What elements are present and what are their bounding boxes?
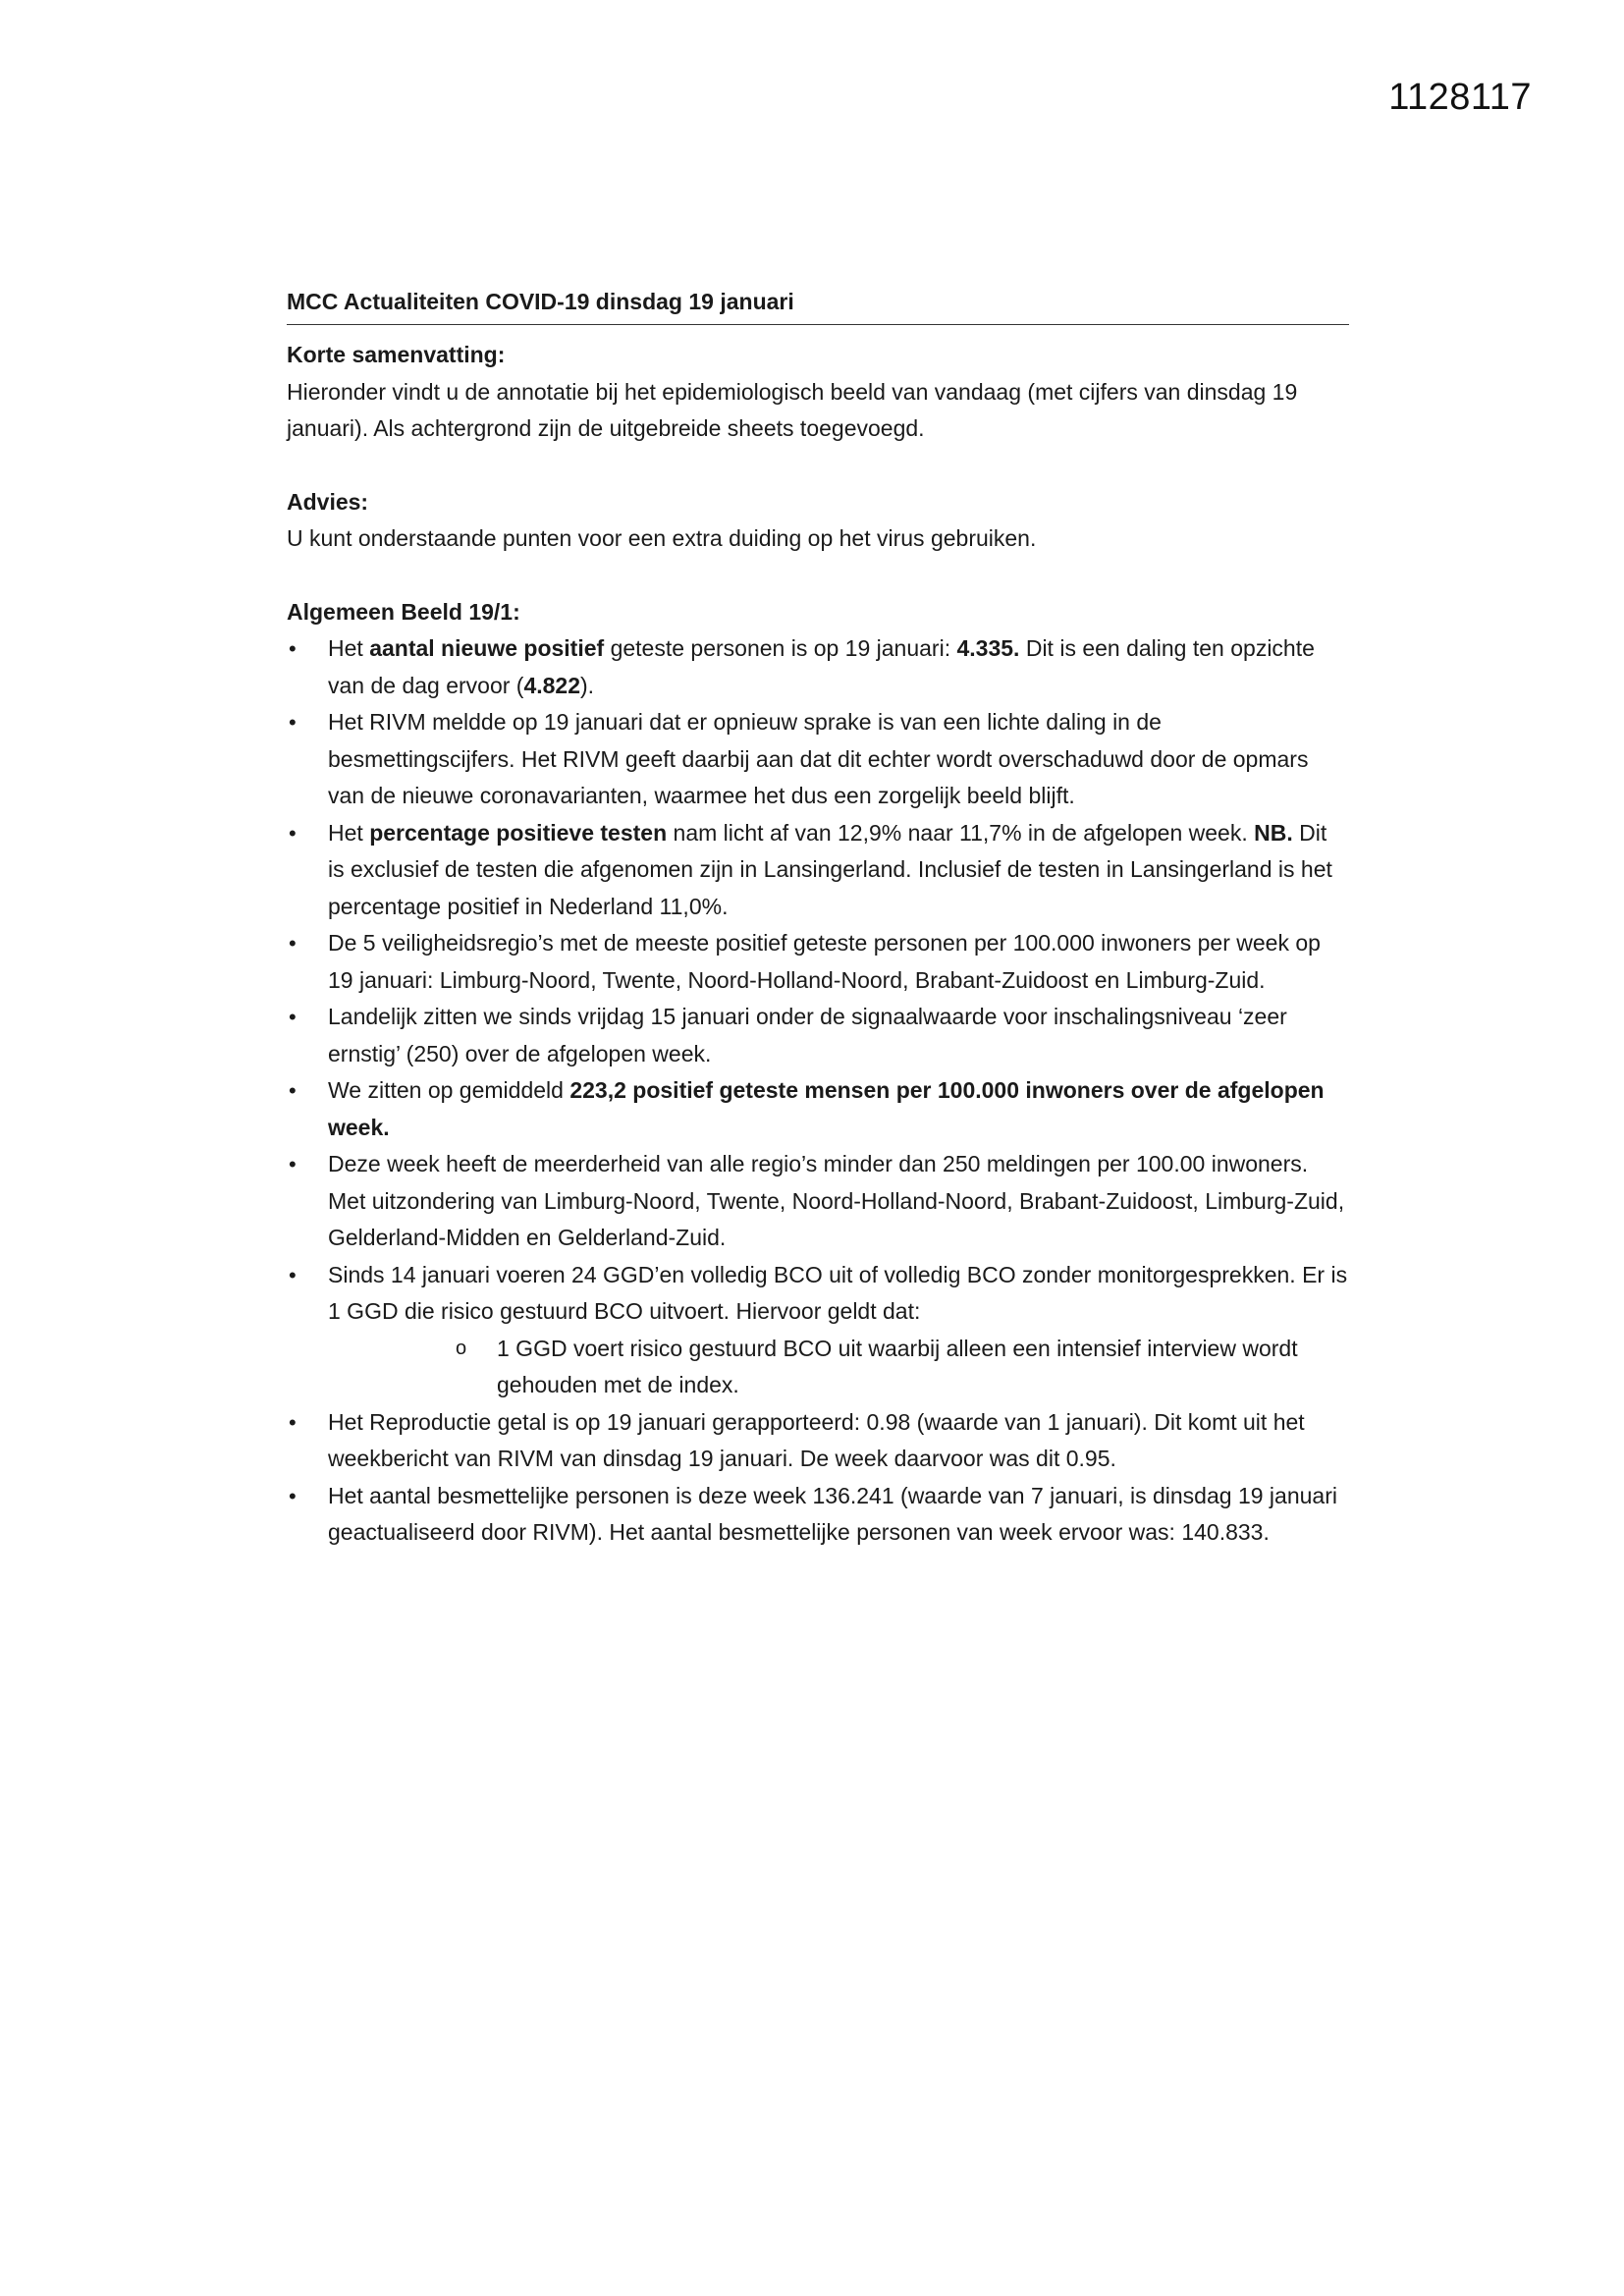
document-title: MCC Actualiteiten COVID-19 dinsdag 19 januari <box>287 285 1349 325</box>
document-number: 1128117 <box>1388 77 1532 118</box>
bullet-reproduction-number: • Het Reproductie getal is op 19 januari gerapporteerd: 0.98 (waarde van 1 januari). Dit komt uit het weekbericht van RIVM van dinsdag 19 januari. De week daarvoor was dit 0.95. <box>287 1404 1349 1478</box>
advice-text: U kunt onderstaande punten voor een extra duiding op het virus gebruiken. <box>287 525 1037 551</box>
document-body <box>287 285 1349 1552</box>
bullet-average-per-100k: • We zitten op gemiddeld 223,2 positief geteste mensen per 100.000 inwoners over de afgelopen week. <box>287 1072 1349 1146</box>
summary-heading: Korte samenvatting: <box>287 342 506 367</box>
spacer <box>287 448 1349 484</box>
advice-heading: Advies: <box>287 488 369 515</box>
bullet-top-regions: • De 5 veiligheidsregio’s met de meeste positief geteste personen per 100.000 inwoners per week op 19 januari: Limburg-Noord, Twente, Noord-Holland-Noord, Brabant-Zuidoost en Limburg-Zuid. <box>287 925 1349 999</box>
bullet-bco: • Sinds 14 januari voeren 24 GGD’en volledig BCO uit of volledig BCO zonder monitorgesprekken. Er is 1 GGD die risico gestuurd BCO uitvoert. Hiervoor geldt dat: o 1 GGD voert risico gestuurd BCO uit waarbij alleen een intensief interview wordt gehouden met de index. <box>287 1257 1349 1404</box>
bullet-rivm-decline: • Het RIVM meldde op 19 januari dat er opnieuw sprake is van een lichte daling in de besmettingscijfers. Het RIVM geeft daarbij aan dat dit echter wordt overschaduwd door de opmars van de nieuwe coronavarianten, waarmee het dus een zorgelijk beeld blijft. <box>287 704 1349 815</box>
general-bullet-list <box>287 630 1349 1552</box>
bullet-percentage-positive: • Het percentage positieve testen nam licht af van 12,9% naar 11,7% in de afgelopen week. NB. Dit is exclusief de testen die afgenomen zijn in Lansingerland. Inclusief de testen in Lansingerland is het percentage positief in Nederland 11,0%. <box>287 815 1349 926</box>
summary-text: Hieronder vindt u de annotatie bij het epidemiologisch beeld van vandaag (met cijfers van dinsdag 19 januari). Als achtergrond zijn de uitgebreide sheets toegevoegd. <box>287 378 1298 441</box>
general-heading: Algemeen Beeld 19/1: <box>287 598 520 625</box>
bullet-regions-majority: • Deze week heeft de meerderheid van alle regio’s minder dan 250 meldingen per 100.00 inwoners. Met uitzondering van Limburg-Noord, Twente, Noord-Holland-Noord, Brabant-Zuidoost, Limburg-Zuid, Gelderland-Midden en Gelderland-Zuid. <box>287 1146 1349 1257</box>
sub-bullet-bco: o 1 GGD voert risico gestuurd BCO uit waarbij alleen een intensief interview wordt gehouden met de index. <box>328 1331 1349 1404</box>
spacer <box>287 558 1349 594</box>
bullet-new-positives: • Het aantal nieuwe positief geteste personen is op 19 januari: 4.335. Dit is een daling ten opzichte van de dag ervoor (4.822). <box>287 630 1349 704</box>
bullet-contagious-persons: • Het aantal besmettelijke personen is deze week 136.241 (waarde van 7 januari, is dinsdag 19 januari geactualiseerd door RIVM). Het aantal besmettelijke personen van week ervoor was: 140.833. <box>287 1478 1349 1552</box>
sub-bullet-marker: o <box>456 1337 467 1359</box>
bullet-signal-value: • Landelijk zitten we sinds vrijdag 15 januari onder de signaalwaarde voor inschalingsniveau ‘zeer ernstig’ (250) over de afgelopen week. <box>287 999 1349 1072</box>
